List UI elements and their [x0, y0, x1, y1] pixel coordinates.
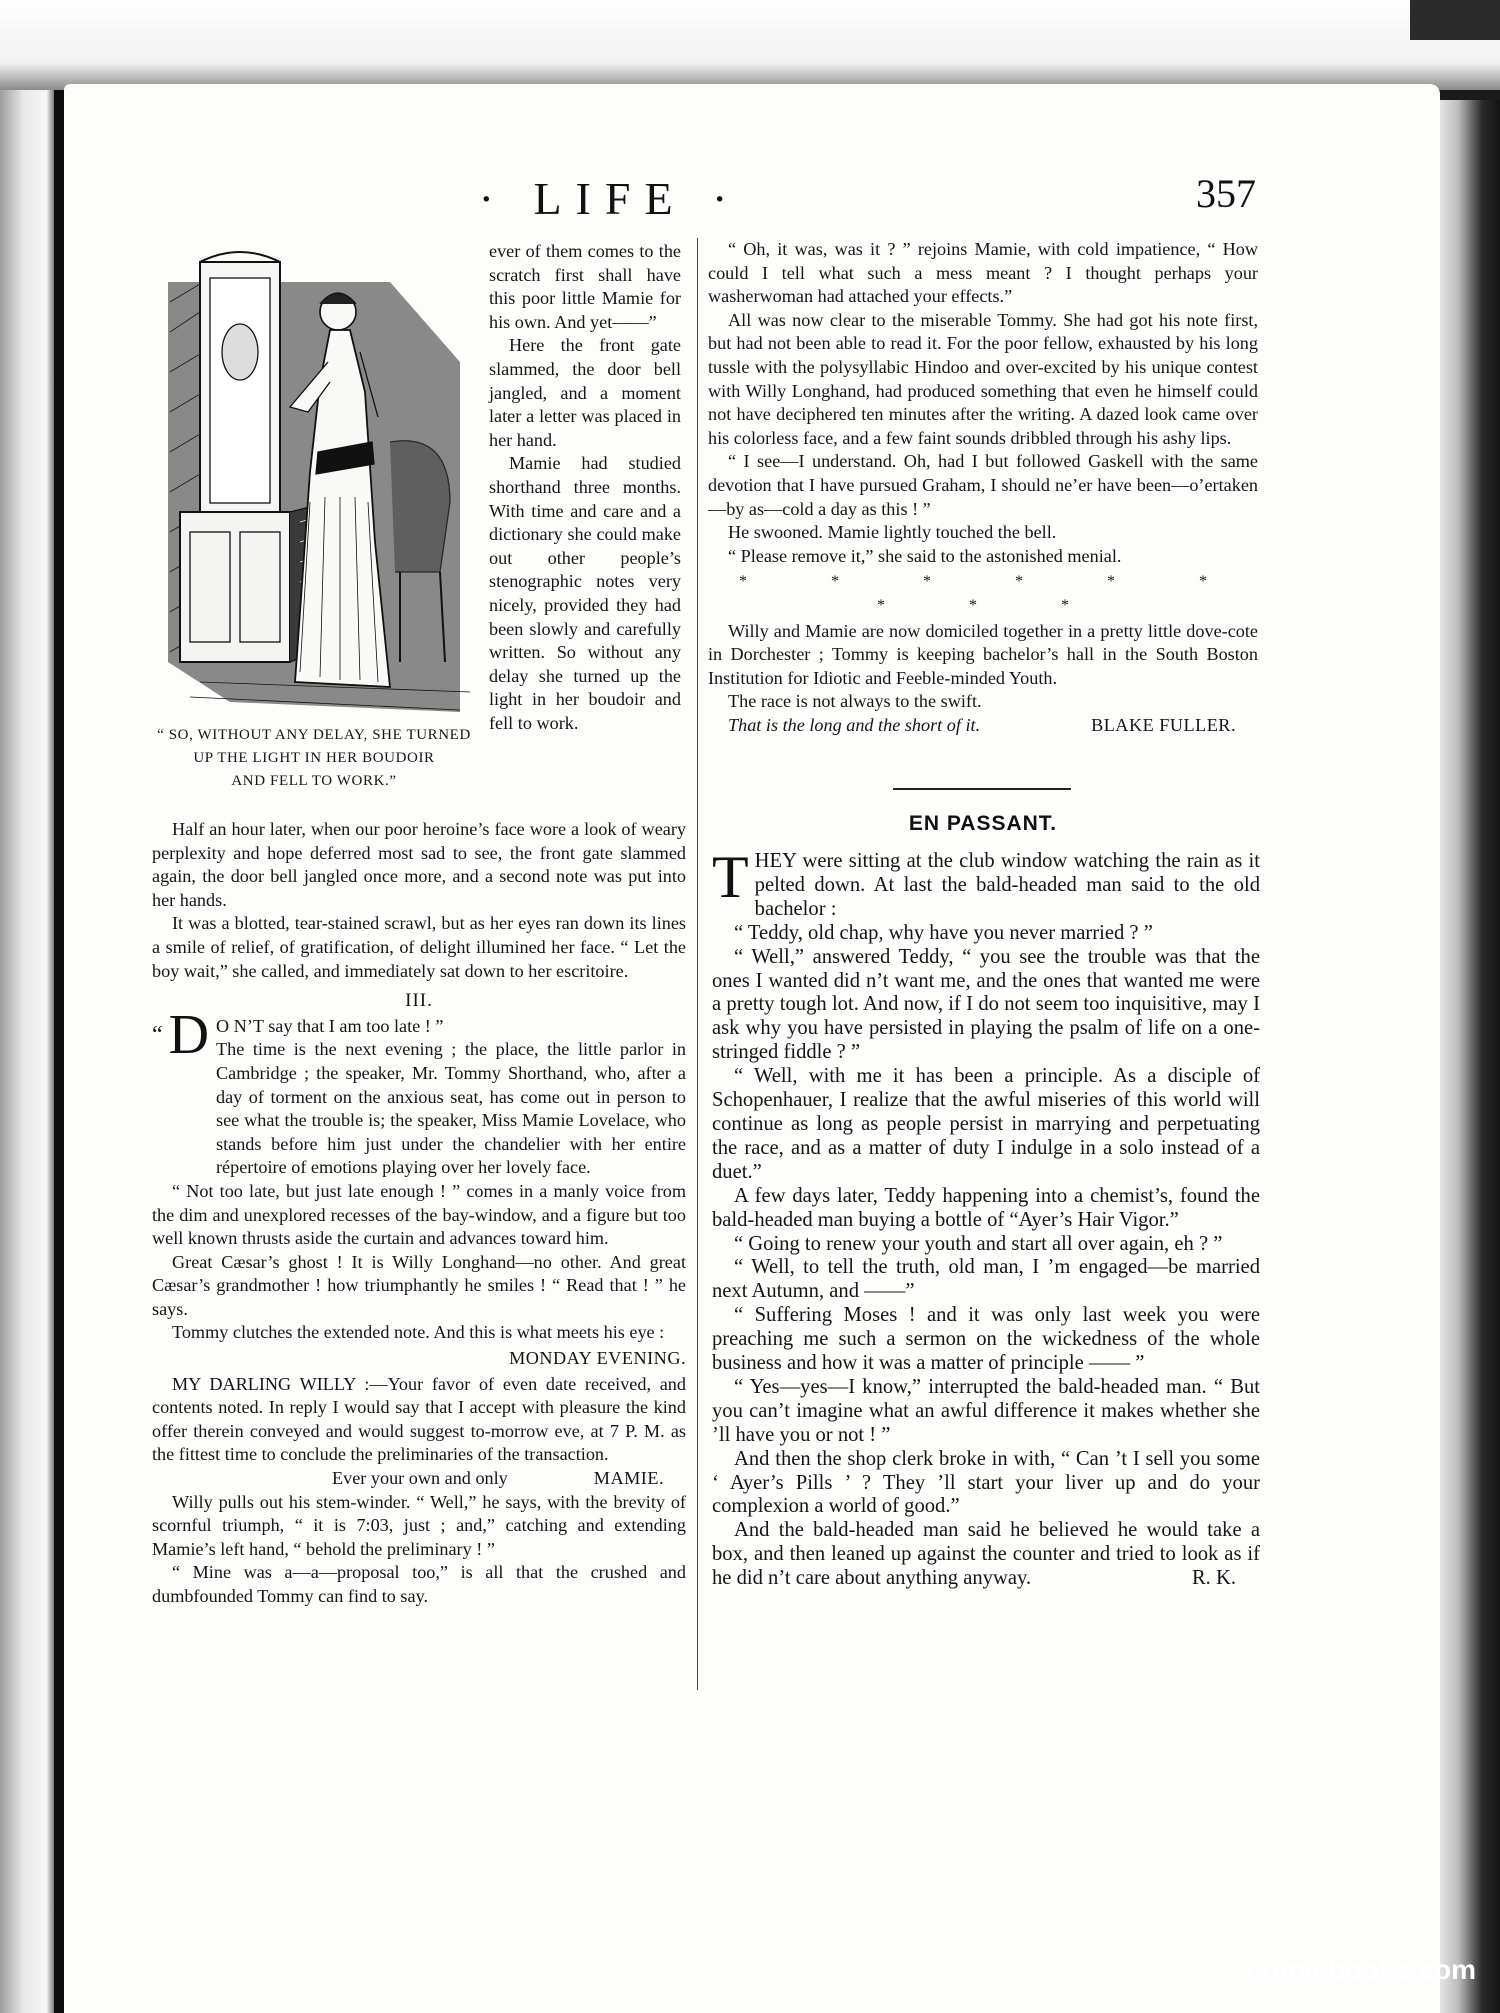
story-paragraph: “ Mine was a—a—proposal too,” is all that the crushed and dumbfounded Tommy can find to say. [152, 1562, 686, 1606]
story-paragraph: Great Cæsar’s ghost ! It is Willy Longhand—no other. And great Cæsar’s grandmother ! how triumphantly he smiles ! “ Read that ! ” he says. [152, 1251, 686, 1319]
article-paragraph: And then the shop clerk broke in with, “ Can ’t I sell you some ‘ Ayer’s Pills ’ ? They ’ll start your liver up and do your complexion a world of good.” [712, 1447, 1260, 1518]
letter-signature: MAMIE. [593, 1468, 664, 1489]
story-paragraph: It was a blotted, tear-stained scrawl, but as her eyes ran down its lines a smile of relief, of gratification, of delight illumined her face. “ Let the boy wait,” she called, and immediately sat down to her escritoire. [152, 913, 686, 981]
article-paragraph: “ Yes—yes—I know,” interrupted the bald-headed man. “ But you can’t imagine what an awful difference it makes whether she ’ll have you or not ! ” [712, 1375, 1260, 1446]
story-narrow-column [489, 240, 681, 735]
story-paragraph: Tommy clutches the extended note. And this is what meets his eye : [172, 1322, 665, 1343]
letter-body: MY DARLING WILLY :—Your favor of even date received, and contents noted. In reply I would say that I accept with pleasure the kind offer therein conveyed and would suggest to-morrow eve, at 7 P. M. as the fittest time to conclude the preliminaries of the transaction. [152, 1373, 686, 1465]
letter-closing: Ever your own and only [332, 1468, 508, 1489]
caption-line: UP THE LIGHT IN HER BOUDOIR [193, 750, 435, 766]
story-paragraph: Willy and Mamie are now domiciled together in a pretty little dove-cote in Dorchester ; Tommy is keeping bachelor’s hall in the South Boston Institution for Idiotic and Feeble-minded Youth. [708, 620, 1258, 688]
dropcap-d [152, 1003, 210, 1066]
column-rule [697, 238, 698, 1690]
story-paragraph: He swooned. Mamie lightly touched the bell. [728, 522, 1057, 543]
part-heading: III. [405, 990, 433, 1012]
section-break-stars: * * * * * * * * * [739, 573, 1247, 614]
story-paragraph: The time is the next evening ; the place, the little parlor in Cambridge ; the speaker, Mr. Tommy Shorthand, who, after a day of torment on the anxious seat, has come out in person to see what the trouble is; the speaker, Miss Mamie Lovelace, who stands before him just under the chandelier with her entire répertoire of emotions playing over her lovely face. [216, 1039, 686, 1178]
dropcap-open-quote: “ [152, 1021, 169, 1048]
story-paragraph: Here the front gate slammed, the door bell jangled, and a moment later a letter was placed in her hand. [489, 335, 681, 450]
dropcap-rest: O N’T say that I am too late ! ” [216, 1015, 444, 1036]
story-paragraph: “ Not too late, but just late enough ! ” comes in a manly voice from the dim and unexplored recesses of the bay-window, and a figure but too well known thrusts aside the curtain and advances toward him. [152, 1180, 686, 1249]
story-paragraph: “ Oh, it was, was it ? ” rejoins Mamie, with cold impatience, “ How could I tell what such a mess meant ? I thought perhaps your washerwoman had attached your effects.” [708, 239, 1258, 307]
story-paragraph: “ Please remove it,” she said to the astonished menial. [728, 545, 1122, 566]
article-paragraph: “ Going to renew your youth and start all over again, eh ? ” [734, 1232, 1223, 1255]
first-paragraph [712, 844, 1260, 922]
caption-line: “ SO, WITHOUT ANY DELAY, SHE TURNED [157, 727, 471, 743]
story-left-column [152, 818, 686, 1609]
article-paragraph: “ Well, with me it has been a principle. As a disciple of Schopenhauer, I realize that the awful miseries of this world will continue as long as people persist in marrying and perpetuating the race, and as a matter of duty I indulge in a solo instead of a duet.” [712, 1065, 1260, 1183]
story-paragraph: All was now clear to the miserable Tommy. She had got his note first, but had not been able to read it. For the poor fellow, exhausted by his long tussle with the polysyllabic Hindoo and over-excited by his unique contest with Willy Longhand, had produced something that even he himself could not have deciphered ten minutes after the writing. A dazed look came over his colorless face, and a few faint sounds dribbled through his ashy lips. [708, 309, 1258, 448]
article-paragraph: “ Suffering Moses ! and it was only last week you were preaching me such a sermon on the wickedness of the whole business and how it was a matter of principle —— ” [712, 1304, 1260, 1375]
story-author: BLAKE FULLER. [1091, 714, 1236, 735]
dropcap-letter: D [168, 1003, 210, 1066]
boudoir-illustration [160, 242, 472, 720]
story-ending-row [708, 714, 1258, 738]
article-title: EN PASSANT. [908, 812, 1058, 835]
page-stack-edge [1440, 100, 1500, 2013]
facing-page-edge [0, 90, 58, 2013]
letter-closing-row [152, 1467, 686, 1491]
article-paragraph: A few days later, Teddy happening into a chemist’s, found the bald-headed man buying a bottle of “Ayer’s Hair Vigor.” [712, 1184, 1260, 1231]
story-paragraph: Willy pulls out his stem-winder. “ Well,” he says, with the brevity of scornful triumph, “ it is 7:03, just ; and,” catching and extending Mamie’s left hand, “ behold the preliminary ! ” [152, 1491, 686, 1559]
story-right-column [708, 238, 1258, 737]
article-paragraph: And the bald-headed man said he believed he would take a box, and then leaned up against the counter and tried to look as if he did n’t care about anything anyway. [712, 1519, 1260, 1590]
story-paragraph: ever of them comes to the scratch first shall have this poor little Mamie for his own. And yet——” [489, 241, 681, 332]
scan-top-margin [0, 0, 1500, 90]
binding-gutter [54, 90, 64, 2013]
article-paragraph: “ Teddy, old chap, why have you never married ? ” [734, 921, 1153, 944]
article-initials: R. K. [1191, 1567, 1236, 1590]
first-paragraph-text: HEY were sitting at the club window watching the rain as it pelted down. At last the bald-headed man said to the old bachelor : [754, 850, 1260, 920]
masthead-title: · LIFE · [478, 173, 742, 224]
dropcap-paragraph [152, 1003, 686, 1180]
caption-line: AND FELL TO WORK.” [231, 773, 397, 789]
story-paragraph: The race is not always to the swift. [728, 691, 982, 712]
story-paragraph: “ I see—I understand. Oh, had I but followed Gaskell with the same devotion that I have pursued Graham, I should ne’er have been—o’ertaken—by as—cold a day as this ! ” [708, 451, 1258, 519]
story-paragraph: Mamie had studied shorthand three months. With time and care and a dictionary she could make out other people’s stenographic notes very nicely, provided they had been slowly and carefully written. So without any delay she turned up the light in her boudoir and fell to work. [489, 453, 681, 733]
article-divider [893, 788, 1071, 790]
illustration-caption [140, 724, 488, 793]
en-passant-column [712, 844, 1260, 1591]
page-number: 357 [1196, 171, 1256, 216]
dropcap-t: T [712, 844, 749, 910]
story-paragraph: Half an hour later, when our poor heroine’s face wore a look of weary perplexity and hope deferred most sad to see, the front gate slammed again, the door bell jangled once more, and a second note was put into her hands. [152, 819, 686, 910]
site-watermark: comicbooks.com [1247, 1954, 1476, 1985]
article-paragraph: “ Well, to tell the truth, old man, I ’m engaged—be married next Autumn, and ——” [712, 1256, 1260, 1303]
story-final-line: That is the long and the short of it. [728, 714, 981, 735]
letter-heading: MONDAY EVENING. [509, 1348, 686, 1369]
article-paragraph: “ Well,” answered Teddy, “ you see the trouble was that the ones I wanted did n’t want me, and the ones that wanted me were a pretty tough lot. And now, if I do not seem too inquisitive, may I ask why you have persisted in playing the psalm of life on a one-stringed fiddle ? ” [712, 945, 1260, 1064]
